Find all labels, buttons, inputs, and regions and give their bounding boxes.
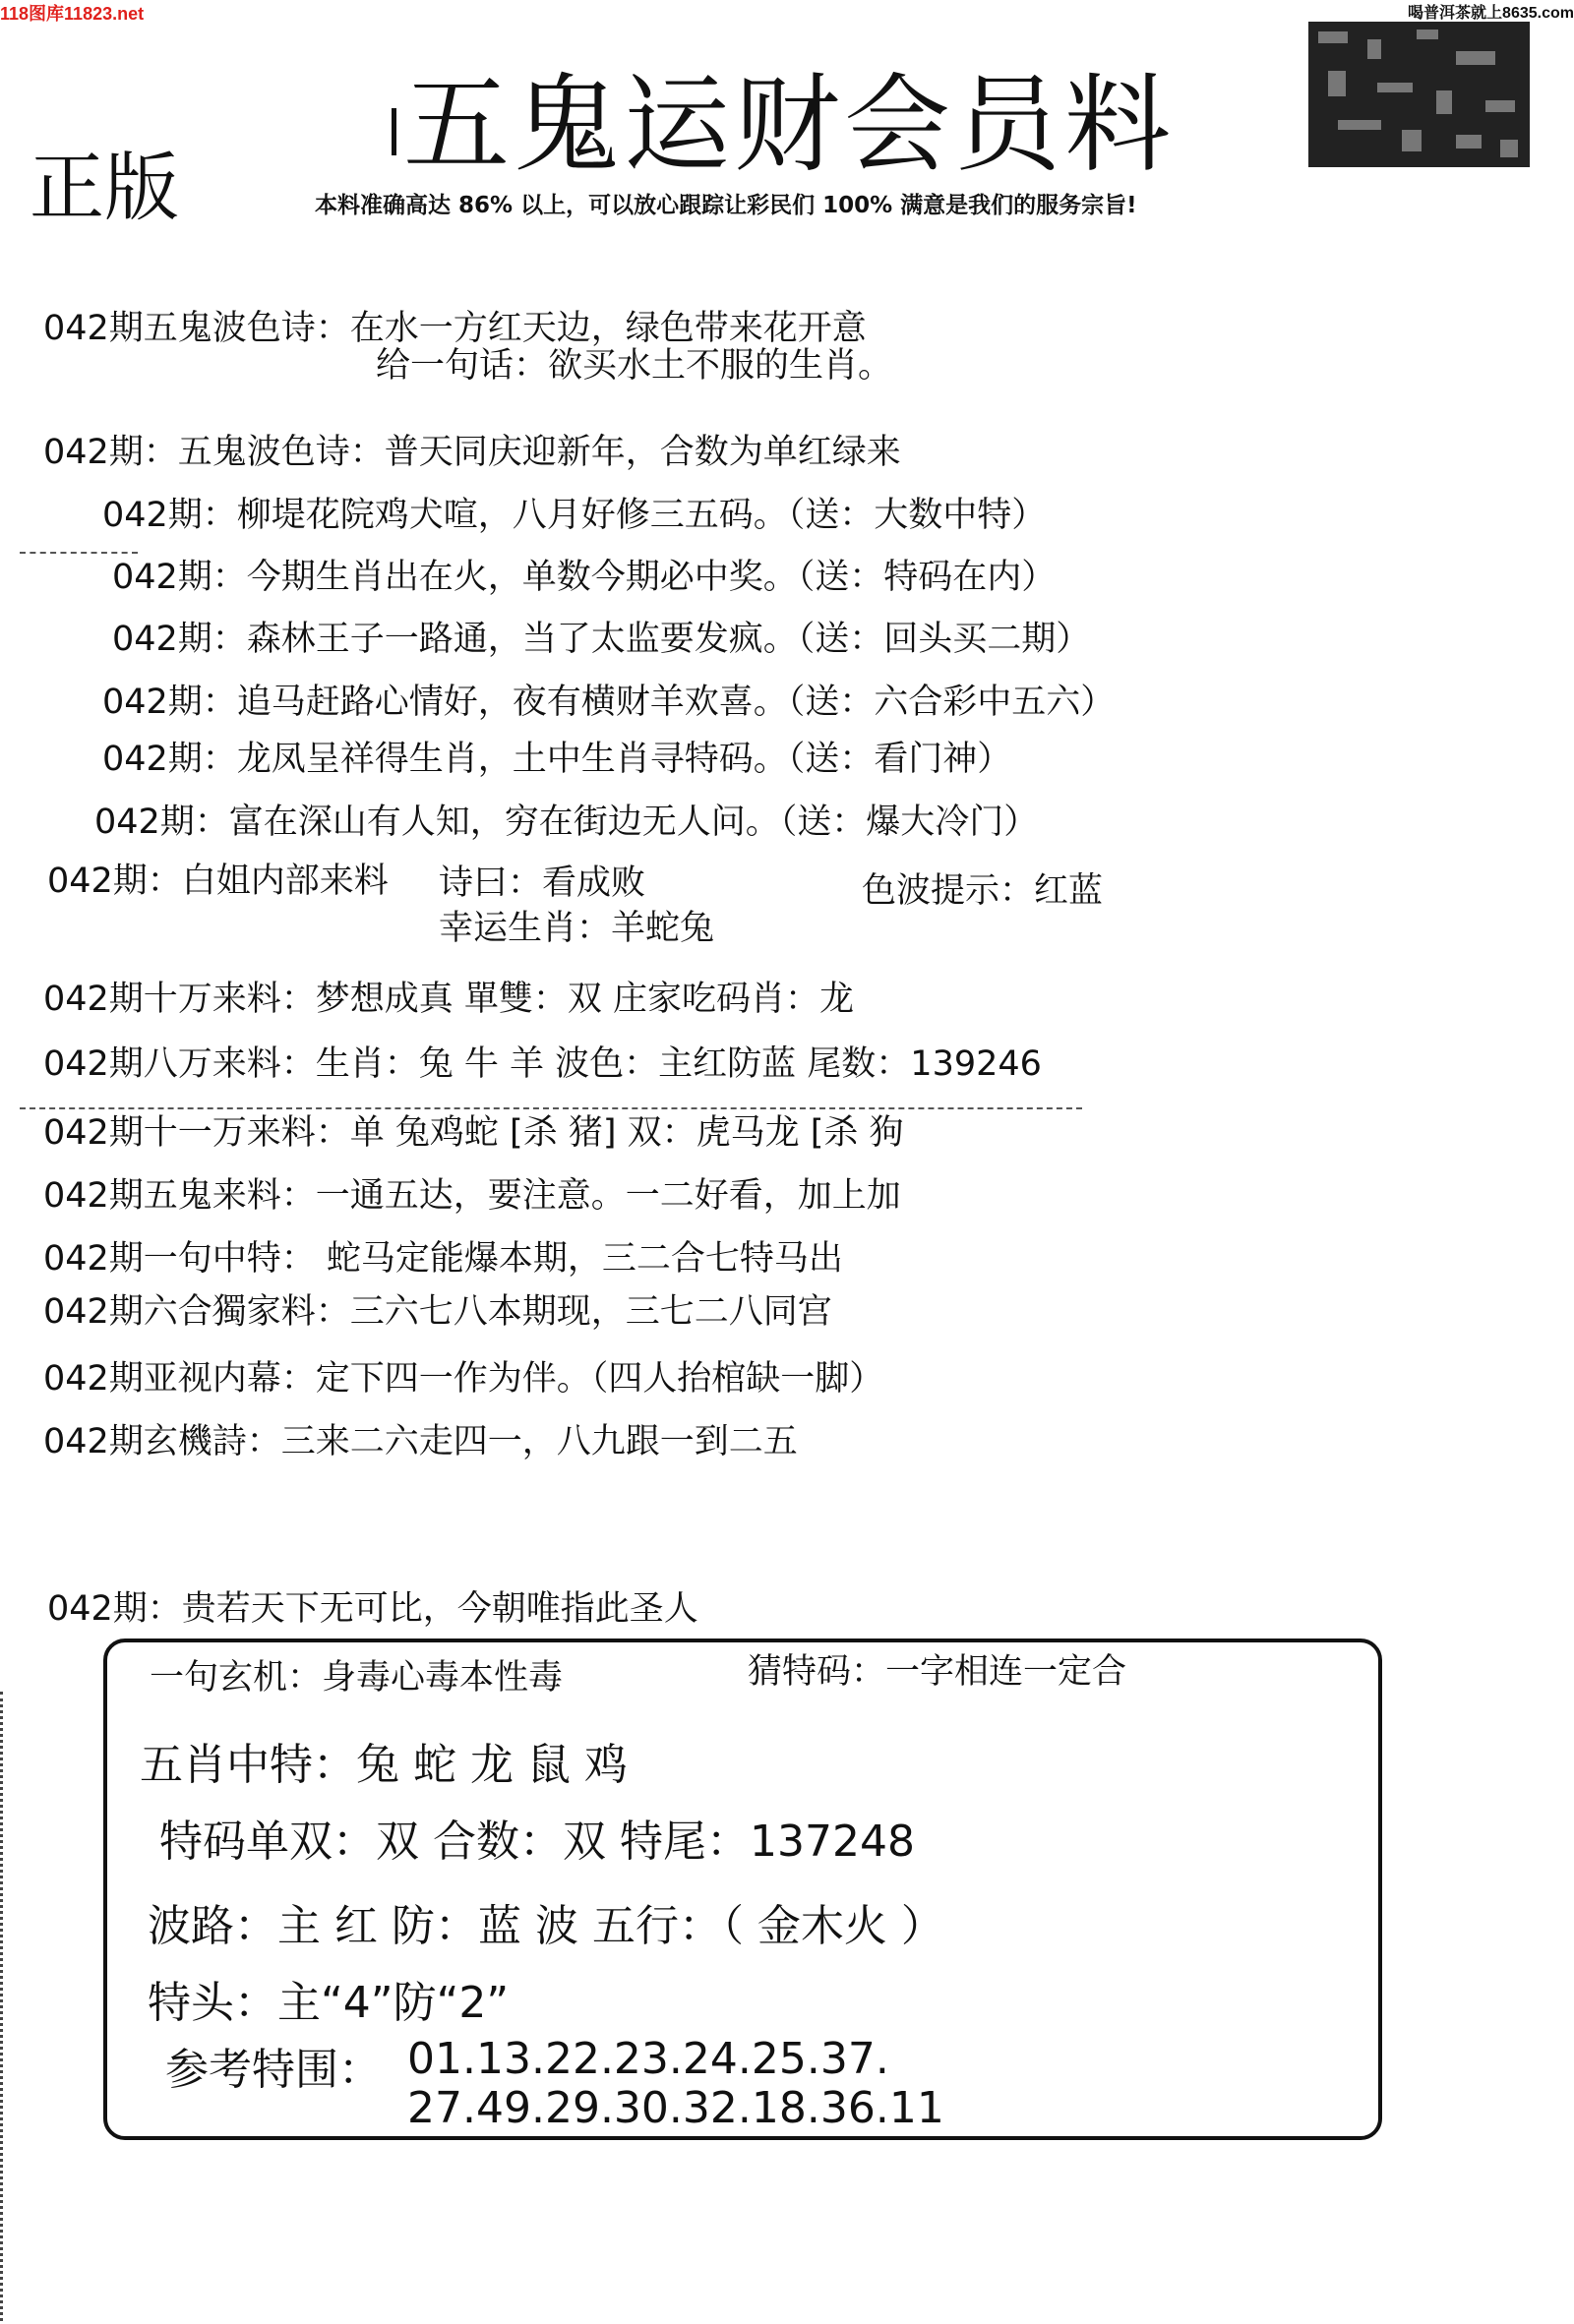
entry-line: 042期：追马赶路心情好，夜有横财羊欢喜。（送：六合彩中五六） — [102, 683, 1116, 722]
entry-line: 042期：今期生肖出在火，单数今期必中奖。（送：特码在内） — [112, 558, 1057, 597]
entry-line: 042期：富在深山有人知，穷在街边无人问。（送：爆大冷门） — [94, 803, 1039, 842]
ref-numbers-1: 01.13.22.23.24.25.37. — [407, 2034, 889, 2084]
baijie-label: 042期：白姐内部来料 — [47, 862, 389, 901]
poem-line-1: 042期五鬼波色诗：在水一方红天边，绿色带来花开意 — [43, 309, 867, 348]
sage-line: 042期：贵若天下无可比，今朝唯指此圣人 — [47, 1589, 698, 1629]
five-zodiac-line: 五肖中特：兔 蛇 龙 鼠 鸡 — [140, 1740, 628, 1790]
entry-line: 042期：龙凤呈祥得生肖，土中生肖寻特码。（送：看门神） — [102, 740, 1012, 779]
entry-line: 042期：森林王子一路通，当了太监要发疯。（送：回头买二期） — [112, 620, 1091, 659]
ref-numbers-2: 27.49.29.30.32.18.36.11 — [407, 2083, 944, 2133]
info-line: 042期十一万来料：单 兔鸡蛇 [杀 猪] 双：虎马龙 [杀 狗 — [43, 1113, 904, 1153]
baijie-poem: 诗曰：看成败 — [439, 864, 646, 903]
info-line: 042期五鬼来料：一通五达，要注意。一二好看，加上加 — [43, 1176, 901, 1216]
poem-line-2: 给一句话：欲买水土不服的生肖。 — [376, 346, 893, 386]
scan-edge — [0, 1692, 7, 2321]
info-line: 042期玄機詩：三来二六走四一，八九跟一到二五 — [43, 1422, 798, 1461]
xuanji-line: 一句玄机：身毒心毒本性毒 — [150, 1658, 564, 1698]
wave-line: 波路：主 红 防：蓝 波 五行：（ 金木火 ） — [148, 1901, 944, 1951]
title-decoration — [392, 108, 396, 155]
color-hint: 色波提示：红蓝 — [862, 871, 1104, 911]
info-line: 042期亚视内幕：定下四一作为伴。（四人抬棺缺一脚） — [43, 1359, 884, 1399]
info-line: 042期一句中特： 蛇马定能爆本期，三二合七特马出 — [43, 1239, 843, 1279]
head-line: 特头：主“4”防“2” — [148, 1978, 510, 2028]
odd-even-line: 特码单双：双 合数：双 特尾：137248 — [159, 1817, 915, 1867]
info-line: 042期十万来料：梦想成真 單雙：双 庄家吃码肖：龙 — [43, 980, 855, 1019]
entry-line: 042期：五鬼波色诗：普天同庆迎新年，合数为单红绿来 — [43, 433, 901, 472]
info-line: 042期八万来料：生肖：兔 牛 羊 波色：主红防蓝 尾数：139246 — [43, 1044, 1042, 1084]
page-title: 五鬼运财会员料 — [403, 64, 1176, 187]
site-watermark-right: 喝普洱茶就上8635.com — [1408, 5, 1574, 22]
qr-code-image — [1308, 22, 1530, 167]
edition-label: 正版 — [30, 144, 179, 231]
lucky-zodiac: 幸运生肖：羊蛇兔 — [439, 909, 715, 948]
ref-label: 参考特围： — [165, 2045, 382, 2095]
info-line: 042期六合獨家料：三六七八本期现，三七二八同宫 — [43, 1292, 832, 1332]
guess-line: 猜特码：一字相连一定合 — [748, 1652, 1127, 1692]
entry-line: 042期：柳堤花院鸡犬喧，八月好修三五码。（送：大数中特） — [102, 496, 1047, 535]
site-watermark-left: 118图库11823.net — [0, 4, 145, 24]
slogan: 本料准确高达 86% 以上，可以放心跟踪让彩民们 100% 满意是我们的服务宗旨! — [315, 193, 1137, 218]
